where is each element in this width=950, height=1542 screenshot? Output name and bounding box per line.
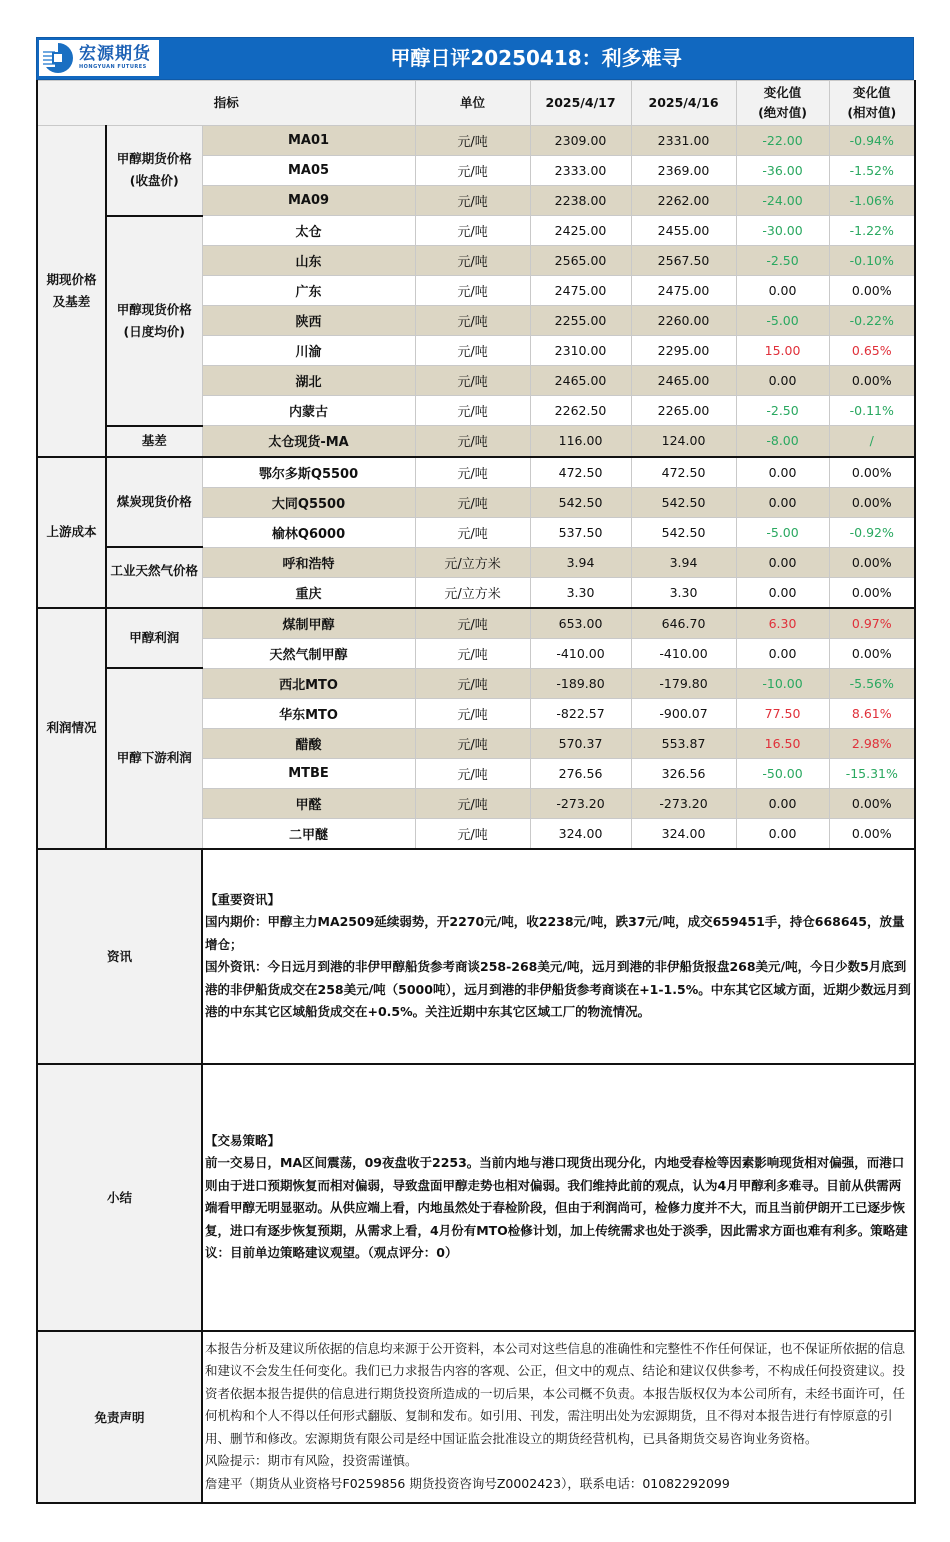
news-label: 资讯: [37, 849, 202, 1064]
report-title: 甲醇日评20250418：利多难寻: [390, 46, 682, 70]
row-unit: 元/吨: [415, 638, 530, 668]
row-value-date1: -410.00: [530, 638, 631, 668]
summary-heading: 【交易策略】: [205, 1132, 281, 1148]
table-row: [37, 608, 915, 639]
disclaimer-block: [37, 1331, 915, 1503]
row-indicator-name: 重庆: [202, 577, 415, 608]
row-rel-change: 0.00%: [829, 577, 915, 608]
row-value-date2: 472.50: [631, 457, 736, 488]
row-abs-change: 15.00: [736, 336, 829, 366]
row-unit: 元/吨: [415, 126, 530, 156]
row-value-date2: 2455.00: [631, 216, 736, 246]
row-abs-change: -30.00: [736, 216, 829, 246]
row-indicator-name: 陕西: [202, 306, 415, 336]
row-indicator-name: 大同Q5500: [202, 487, 415, 517]
row-value-date2: -410.00: [631, 638, 736, 668]
row-value-date2: -900.07: [631, 698, 736, 728]
row-indicator-name: MA05: [202, 156, 415, 186]
col-header-date1: 2025/4/17: [530, 81, 631, 126]
row-value-date2: 3.94: [631, 547, 736, 577]
row-value-date2: 2331.00: [631, 126, 736, 156]
row-unit: 元/吨: [415, 246, 530, 276]
row-rel-change: 0.00%: [829, 487, 915, 517]
section-label: 上游成本: [37, 457, 106, 608]
row-rel-change: 0.00%: [829, 638, 915, 668]
row-abs-change: 6.30: [736, 608, 829, 639]
col-header-date2: 2025/4/16: [631, 81, 736, 126]
news-heading: 【重要资讯】: [205, 891, 281, 907]
row-value-date1: -189.80: [530, 668, 631, 698]
row-value-date1: -273.20: [530, 788, 631, 818]
table-header-row: [37, 81, 915, 126]
row-rel-change: 0.00%: [829, 818, 915, 849]
row-value-date1: 3.30: [530, 577, 631, 608]
row-value-date2: 2265.00: [631, 396, 736, 426]
report-page: [36, 37, 914, 1504]
col-header-abs-change: 变化值 (绝对值): [736, 81, 829, 126]
row-value-date1: 2565.00: [530, 246, 631, 276]
company-logo: [39, 40, 159, 76]
row-value-date1: 472.50: [530, 457, 631, 488]
row-indicator-name: 川渝: [202, 336, 415, 366]
row-unit: 元/吨: [415, 608, 530, 639]
subgroup-label: 工业天然气价格: [106, 547, 202, 608]
row-rel-change: -0.92%: [829, 517, 915, 547]
row-indicator-name: 内蒙古: [202, 396, 415, 426]
row-rel-change: -0.11%: [829, 396, 915, 426]
row-abs-change: 16.50: [736, 728, 829, 758]
row-rel-change: 8.61%: [829, 698, 915, 728]
disclaimer-label: 免责声明: [37, 1331, 202, 1503]
row-abs-change: 0.00: [736, 457, 829, 488]
row-rel-change: 0.00%: [829, 547, 915, 577]
row-unit: 元/吨: [415, 818, 530, 849]
row-indicator-name: 甲醛: [202, 788, 415, 818]
title-banner: [36, 37, 914, 80]
table-body: [37, 126, 915, 849]
col-header-rel-change: 变化值 (相对值): [829, 81, 915, 126]
row-unit: 元/吨: [415, 186, 530, 216]
row-value-date1: 2310.00: [530, 336, 631, 366]
row-value-date1: 2262.50: [530, 396, 631, 426]
row-rel-change: 2.98%: [829, 728, 915, 758]
row-value-date1: 116.00: [530, 426, 631, 457]
section-label: 期现价格 及基差: [37, 126, 106, 457]
row-value-date1: -822.57: [530, 698, 631, 728]
row-value-date2: 2475.00: [631, 276, 736, 306]
logo-name-en: HONGYUAN FUTURES: [79, 64, 147, 70]
row-value-date1: 2425.00: [530, 216, 631, 246]
row-indicator-name: 太仓现货-MA: [202, 426, 415, 457]
col-header-indicator: 指标: [37, 81, 415, 126]
row-abs-change: -2.50: [736, 246, 829, 276]
row-unit: 元/吨: [415, 788, 530, 818]
summary-text: 前一交易日，MA区间震荡，09夜盘收于2253。当前内地与港口现货出现分化，内地受春检等因素影响现货相对偏强，而港口则由于进口预期恢复而相对偏弱，导致盘面甲醇走势也相对偏弱。我们维持此前的观点，认为4月甲醇利多难寻。目前从供需两端看甲醇无明显驱动。从供应端上看，内地虽然处于春检阶段，但由于利润尚可，检修力度并不大，而且当前伊朗开工已逐步恢复，进口有逐步恢复预期，从需求上看，4月份有MTO检修计划，加上传统需求也处于淡季，因此需求方面也难有利多。策略建议：目前单边策略建议观望。（观点评分：0）: [205, 1155, 908, 1260]
row-indicator-name: MA09: [202, 186, 415, 216]
table-row: [37, 457, 915, 488]
row-value-date1: 2255.00: [530, 306, 631, 336]
row-unit: 元/吨: [415, 698, 530, 728]
row-indicator-name: 华东MTO: [202, 698, 415, 728]
row-value-date2: 2262.00: [631, 186, 736, 216]
row-indicator-name: MTBE: [202, 758, 415, 788]
logo-mark-icon: [43, 43, 73, 73]
row-rel-change: 0.97%: [829, 608, 915, 639]
row-abs-change: -24.00: [736, 186, 829, 216]
row-unit: 元/吨: [415, 728, 530, 758]
disclaimer-text: 本报告分析及建议所依据的信息均来源于公开资料，本公司对这些信息的准确性和完整性不作任何保证，也不保证所依据的信息和建议不会发生任何变化。我们已力求报告内容的客观、公正，但文中的观点、结论和建议仅供参考，不构成任何投资建议。投资者依据本报告提供的信息进行期货投资所造成的一切后果，本公司概不负责。本报告版权仅为本公司所有，未经书面许可，任何机构和个人不得以任何形式翻版、复制和发布。如引用、刊发，需注明出处为宏源期货，且不得对本报告进行有悖原意的引用、删节和修改。宏源期货有限公司是经中国证监会批准设立的期货经营机构，已具备期货交易咨询业务资格。: [205, 1340, 906, 1446]
row-value-date2: 646.70: [631, 608, 736, 639]
row-unit: 元/立方米: [415, 577, 530, 608]
row-value-date2: 542.50: [631, 517, 736, 547]
row-rel-change: 0.65%: [829, 336, 915, 366]
row-abs-change: 0.00: [736, 638, 829, 668]
row-rel-change: -5.56%: [829, 668, 915, 698]
news-domestic: 国内期价：甲醇主力MA2509延续弱势，开2270元/吨，收2238元/吨，跌37元/吨，成交659451手，持仓668645，放量增仓；: [205, 914, 905, 952]
row-abs-change: -22.00: [736, 126, 829, 156]
subgroup-label: 煤炭现货价格: [106, 457, 202, 548]
news-block: [37, 849, 915, 1064]
row-abs-change: 0.00: [736, 276, 829, 306]
row-rel-change: /: [829, 426, 915, 457]
section-label: 利润情况: [37, 608, 106, 849]
row-indicator-name: 广东: [202, 276, 415, 306]
row-indicator-name: 鄂尔多斯Q5500: [202, 457, 415, 488]
row-value-date2: 2567.50: [631, 246, 736, 276]
row-value-date1: 537.50: [530, 517, 631, 547]
table-row: [37, 426, 915, 457]
row-value-date1: 276.56: [530, 758, 631, 788]
row-value-date1: 2475.00: [530, 276, 631, 306]
row-abs-change: 0.00: [736, 547, 829, 577]
row-rel-change: 0.00%: [829, 366, 915, 396]
row-indicator-name: 二甲醚: [202, 818, 415, 849]
row-value-date1: 653.00: [530, 608, 631, 639]
table-row: [37, 547, 915, 577]
row-value-date1: 2333.00: [530, 156, 631, 186]
row-unit: 元/吨: [415, 306, 530, 336]
row-indicator-name: 湖北: [202, 366, 415, 396]
row-rel-change: -0.10%: [829, 246, 915, 276]
row-value-date1: 542.50: [530, 487, 631, 517]
row-rel-change: -1.52%: [829, 156, 915, 186]
subgroup-label: 甲醇期货价格 (收盘价): [106, 126, 202, 216]
row-value-date2: 553.87: [631, 728, 736, 758]
row-value-date2: 326.56: [631, 758, 736, 788]
table-row: [37, 668, 915, 698]
row-indicator-name: 榆林Q6000: [202, 517, 415, 547]
row-indicator-name: 醋酸: [202, 728, 415, 758]
row-value-date2: 3.30: [631, 577, 736, 608]
row-unit: 元/吨: [415, 517, 530, 547]
row-unit: 元/吨: [415, 457, 530, 488]
row-value-date2: -179.80: [631, 668, 736, 698]
row-value-date2: 2295.00: [631, 336, 736, 366]
row-unit: 元/吨: [415, 426, 530, 457]
row-indicator-name: 煤制甲醇: [202, 608, 415, 639]
row-unit: 元/吨: [415, 487, 530, 517]
row-unit: 元/吨: [415, 366, 530, 396]
row-abs-change: -2.50: [736, 396, 829, 426]
summary-label: 小结: [37, 1064, 202, 1331]
row-value-date2: 124.00: [631, 426, 736, 457]
row-value-date1: 324.00: [530, 818, 631, 849]
row-unit: 元/吨: [415, 156, 530, 186]
row-indicator-name: 太仓: [202, 216, 415, 246]
row-value-date2: 2369.00: [631, 156, 736, 186]
disclaimer-content: [202, 1331, 915, 1503]
row-unit: 元/吨: [415, 396, 530, 426]
row-indicator-name: 天然气制甲醇: [202, 638, 415, 668]
row-value-date2: 542.50: [631, 487, 736, 517]
row-unit: 元/立方米: [415, 547, 530, 577]
row-abs-change: -10.00: [736, 668, 829, 698]
summary-block: [37, 1064, 915, 1331]
table-row: [37, 126, 915, 156]
row-abs-change: -36.00: [736, 156, 829, 186]
subgroup-label: 甲醇利润: [106, 608, 202, 669]
row-rel-change: -1.22%: [829, 216, 915, 246]
row-rel-change: -1.06%: [829, 186, 915, 216]
news-content: [202, 849, 915, 1064]
row-abs-change: 77.50: [736, 698, 829, 728]
row-value-date1: 3.94: [530, 547, 631, 577]
row-indicator-name: 山东: [202, 246, 415, 276]
logo-name-cn: 宏源期货: [79, 44, 151, 64]
row-rel-change: -0.94%: [829, 126, 915, 156]
row-abs-change: -50.00: [736, 758, 829, 788]
row-indicator-name: 西北MTO: [202, 668, 415, 698]
row-value-date1: 2309.00: [530, 126, 631, 156]
analyst-info: 詹建平（期货从业资格号F0259856 期货投资咨询号Z0002423），联系电话：01082292099: [205, 1475, 730, 1491]
subgroup-label: 甲醇下游利润: [106, 668, 202, 849]
row-rel-change: 0.00%: [829, 788, 915, 818]
row-unit: 元/吨: [415, 758, 530, 788]
data-table: [36, 80, 916, 1504]
row-value-date2: 2260.00: [631, 306, 736, 336]
row-unit: 元/吨: [415, 276, 530, 306]
summary-content: [202, 1064, 915, 1331]
row-abs-change: 0.00: [736, 487, 829, 517]
row-indicator-name: MA01: [202, 126, 415, 156]
row-unit: 元/吨: [415, 668, 530, 698]
row-abs-change: -5.00: [736, 306, 829, 336]
row-value-date1: 2238.00: [530, 186, 631, 216]
row-rel-change: 0.00%: [829, 276, 915, 306]
row-value-date2: 324.00: [631, 818, 736, 849]
news-overseas: 国外资讯：今日远月到港的非伊甲醇船货参考商谈258-268美元/吨，远月到港的非伊船货报盘268美元/吨，今日少数5月底到港的非伊船货成交在258美元/吨（5000吨），远月到港的非伊船货参考商谈在+1-1.5%。中东其它区域方面，近期少数远月到港的中东其它区域船货成交在+0.5%。关注近期中东其它区域工厂的物流情况。: [205, 959, 911, 1019]
row-abs-change: -5.00: [736, 517, 829, 547]
row-value-date2: -273.20: [631, 788, 736, 818]
row-abs-change: 0.00: [736, 577, 829, 608]
row-rel-change: -15.31%: [829, 758, 915, 788]
row-unit: 元/吨: [415, 216, 530, 246]
subgroup-label: 基差: [106, 426, 202, 457]
risk-warning: 风险提示：期市有风险，投资需谨慎。: [205, 1453, 418, 1469]
row-rel-change: -0.22%: [829, 306, 915, 336]
row-abs-change: 0.00: [736, 818, 829, 849]
row-unit: 元/吨: [415, 336, 530, 366]
col-header-unit: 单位: [415, 81, 530, 126]
row-value-date1: 570.37: [530, 728, 631, 758]
row-rel-change: 0.00%: [829, 457, 915, 488]
row-abs-change: 0.00: [736, 788, 829, 818]
subgroup-label: 甲醇现货价格 (日度均价): [106, 216, 202, 426]
row-value-date2: 2465.00: [631, 366, 736, 396]
row-indicator-name: 呼和浩特: [202, 547, 415, 577]
table-row: [37, 216, 915, 246]
row-abs-change: 0.00: [736, 366, 829, 396]
row-value-date1: 2465.00: [530, 366, 631, 396]
row-abs-change: -8.00: [736, 426, 829, 457]
